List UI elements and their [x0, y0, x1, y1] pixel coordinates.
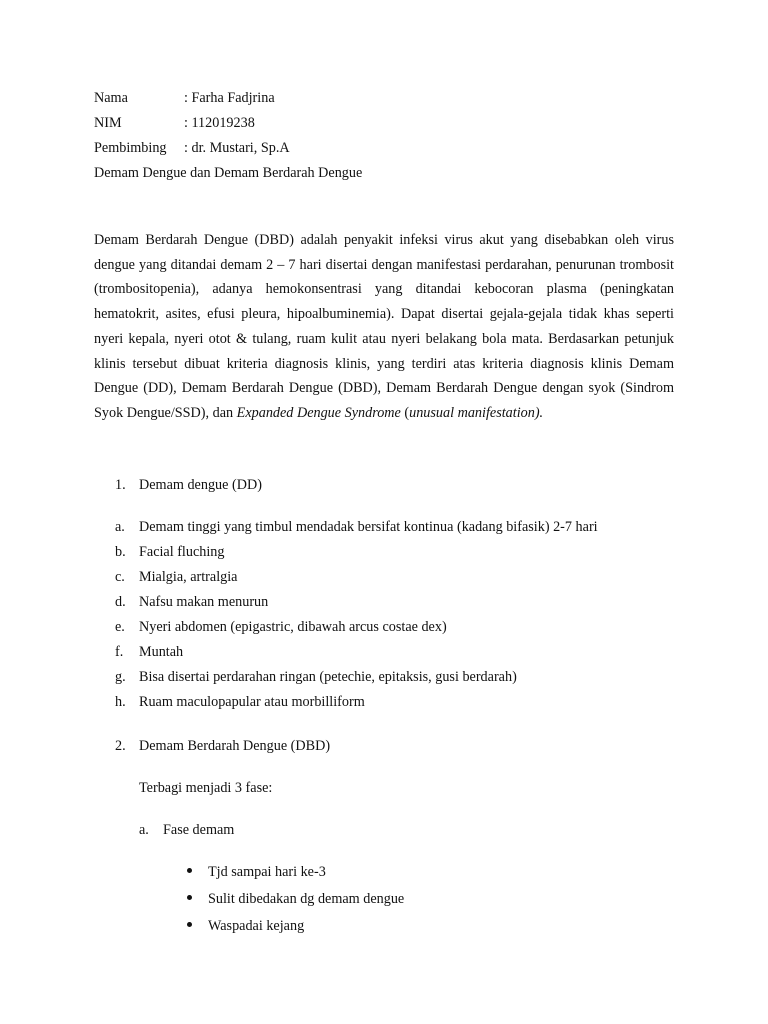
name-label: Nama: [94, 90, 128, 106]
bullet-item: Sulit dibedakan dg demam dengue: [208, 891, 405, 907]
list-item-marker: f.: [115, 644, 124, 660]
list-item: Mialgia, artralgia: [139, 569, 238, 585]
list-item: Nafsu makan menurun: [139, 594, 269, 610]
list-item: Demam tinggi yang timbul mendadak bersifat kontinua (kadang bifasik) 2-7 hari: [139, 519, 598, 535]
list-item: Nyeri abdomen (epigastric, dibawah arcus costae dex): [139, 619, 447, 635]
list-item-marker: c.: [115, 569, 125, 585]
bullet-item: Tjd sampai hari ke-3: [208, 864, 326, 880]
list-item: Ruam maculopapular atau morbilliform: [139, 694, 365, 710]
intro-italic-note: unusual manifestation).: [409, 404, 544, 421]
list-item-marker: e.: [115, 619, 125, 635]
list-item-marker: h.: [115, 694, 126, 710]
list-item: Muntah: [139, 644, 184, 660]
phase-a-title: Fase demam: [163, 822, 235, 838]
intro-text-main: Demam Berdarah Dengue (DBD) adalah penyakit infeksi virus akut yang disebabkan oleh virus dengue yang ditandai demam 2 – 7 hari disertai dengan manifestasi perdarahan, penurunan trombosit (trombositopenia), adanya hemokonsentrasi yang ditandai kebocoran plasma (peningkatan hematokrit, asites, efusi pleura, hipoalbuminemia). Dapat disertai gejala-gejala tidak khas seperti nyeri kepala, nyeri otot & tulang, ruam kulit atau nyeri belakang bola mata. Berdasarkan petunjuk klinis tersebut dibuat kriteria diagnosis klinis, yang terdiri atas kriteria diagnosis klinis Demam Dengue (DD), Demam Berdarah Dengue (DBD), Demam Berdarah Dengue dengan syok (Sindrom Syok Dengue/SSD), dan: [94, 232, 674, 421]
list-item: Bisa disertai perdarahan ringan (petechie, epitaksis, gusi berdarah): [139, 669, 517, 685]
list-item-marker: a.: [115, 519, 125, 535]
supervisor-value: : dr. Mustari, Sp.A: [184, 140, 290, 156]
nim-label: NIM: [94, 115, 122, 131]
section2-number: 2.: [115, 738, 126, 754]
section1-number: 1.: [115, 477, 126, 493]
intro-italic-term: Expanded Dengue Syndrome: [236, 404, 401, 421]
name-value: : Farha Fadjrina: [184, 90, 275, 106]
list-item-marker: g.: [115, 669, 126, 685]
bullet-icon: [187, 895, 192, 900]
section2-intro: Terbagi menjadi 3 fase:: [139, 780, 273, 796]
nim-value: : 112019238: [184, 115, 255, 131]
bullet-icon: [187, 868, 192, 873]
document-title: Demam Dengue dan Demam Berdarah Dengue: [94, 165, 363, 181]
bullet-icon: [187, 922, 192, 927]
intro-text-mid: (: [400, 404, 410, 421]
list-item-marker: d.: [115, 594, 126, 610]
list-item-marker: b.: [115, 544, 126, 560]
bullet-item: Waspadai kejang: [208, 918, 305, 934]
supervisor-label: Pembimbing: [94, 140, 167, 156]
list-item: Facial fluching: [139, 544, 225, 560]
intro-paragraph: [94, 228, 674, 426]
section1-title: Demam dengue (DD): [139, 477, 262, 493]
phase-a-marker: a.: [139, 822, 149, 838]
section2-title: Demam Berdarah Dengue (DBD): [139, 738, 331, 754]
